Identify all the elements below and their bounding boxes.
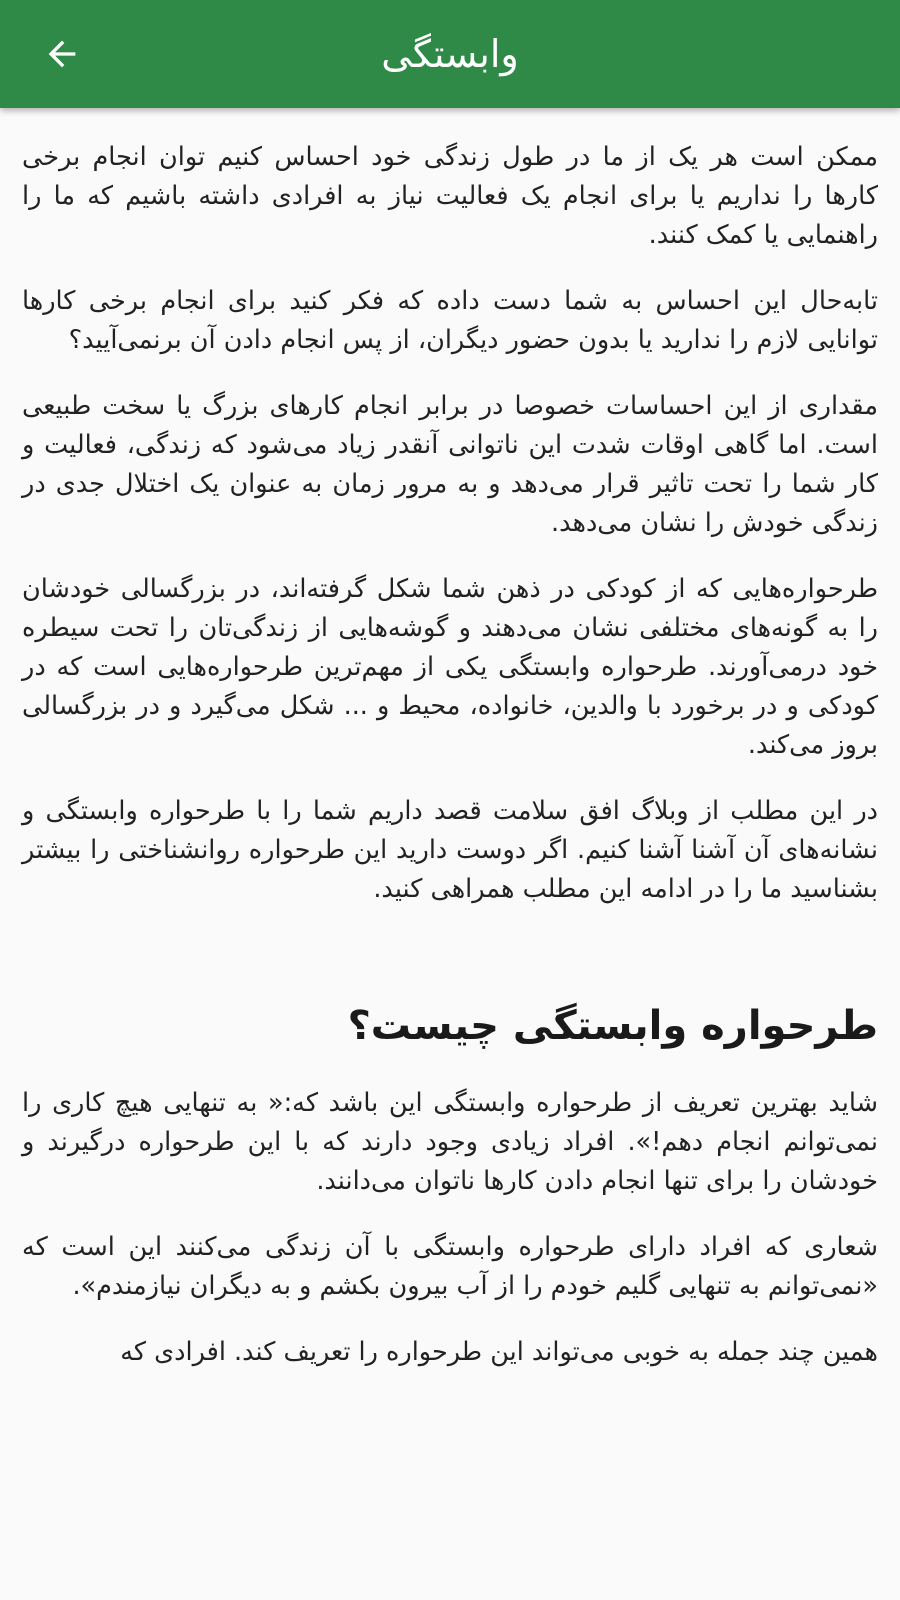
section-heading: طرحواره وابستگی چیست؟ [347, 1003, 878, 1049]
article-paragraph: شعاری که افراد دارای طرحواره وابستگی با آن زندگی می‌کنند این است که «نمی‌توانم به تنهایی گلیم خودم را از آب بیرون بکشم و به دیگران نیازمندم». [22, 1232, 878, 1301]
article-paragraph: شاید بهترین تعریف از طرحواره وابستگی این باشد که:« به تنهایی هیچ کاری را نمی‌توانم انجام دهم!». افراد زیادی وجود دارند که با این طرحواره درگیرند و خودشان را برای تنها انجام دادن کارها ناتوان می‌دانند. [22, 1088, 878, 1196]
arrow-back-icon [42, 34, 82, 74]
article-paragraph: مقداری از این احساسات خصوصا در برابر انجام کارهای بزرگ یا سخت طبیعی است. اما گاهی اوقات شدت این ناتوانی آنقدر زیاد می‌شود که زندگی، فعالیت و کار شما را تحت تاثیر قرار می‌دهد و به مرور زمان به عنوان یک اختلال جدی در زندگی خودش را نشان می‌دهد. [22, 391, 878, 538]
app-bar [0, 0, 900, 108]
article-paragraph: ممکن است هر یک از ما در طول زندگی خود احساس کنیم توان انجام برخی کارها را نداریم یا برای انجام یک فعالیت نیاز به افرادی داشته باشیم که ما را راهنمایی یا کمک کنند. [22, 142, 878, 250]
article-scroll-area[interactable] [0, 108, 900, 1600]
section-spacer [22, 936, 878, 998]
article-paragraph: همین چند جمله به خوبی می‌تواند این طرحواره را تعریف کند. افرادی که [120, 1337, 878, 1367]
back-button[interactable] [26, 18, 98, 90]
page-title: وابستگی [381, 32, 519, 76]
article-body [0, 108, 900, 1372]
article-paragraph: طرحواره‌هایی که از کودکی در ذهن شما شکل گرفته‌اند، در بزرگسالی خودشان را به گونه‌های مختلفی نشان می‌دهند و گوشه‌هایی از زندگی‌تان را تحت سیطره خود درمی‌آورند. طرحواره وابستگی یکی از مهم‌ترین طرحواره‌هایی است که در کودکی و در برخورد با والدین، خانواده، محیط و ... شکل می‌گیرد و در بزرگسالی بروز می‌کند. [22, 574, 878, 760]
article-paragraph: تابه‌حال این احساس به شما دست داده که فکر کنید برای انجام برخی کارها توانایی لازم را ندارید یا بدون حضور دیگران، از پس انجام دادن آن برنمی‌آیید؟ [22, 286, 878, 355]
article-paragraph: در این مطلب از وبلاگ افق سلامت قصد داریم شما را با طرحواره وابستگی و نشانه‌های آن آشنا آشنا کنیم. اگر دوست دارید این طرحواره روانشناختی را بیشتر بشناسید ما را در ادامه این مطلب همراهی کنید. [22, 796, 878, 904]
